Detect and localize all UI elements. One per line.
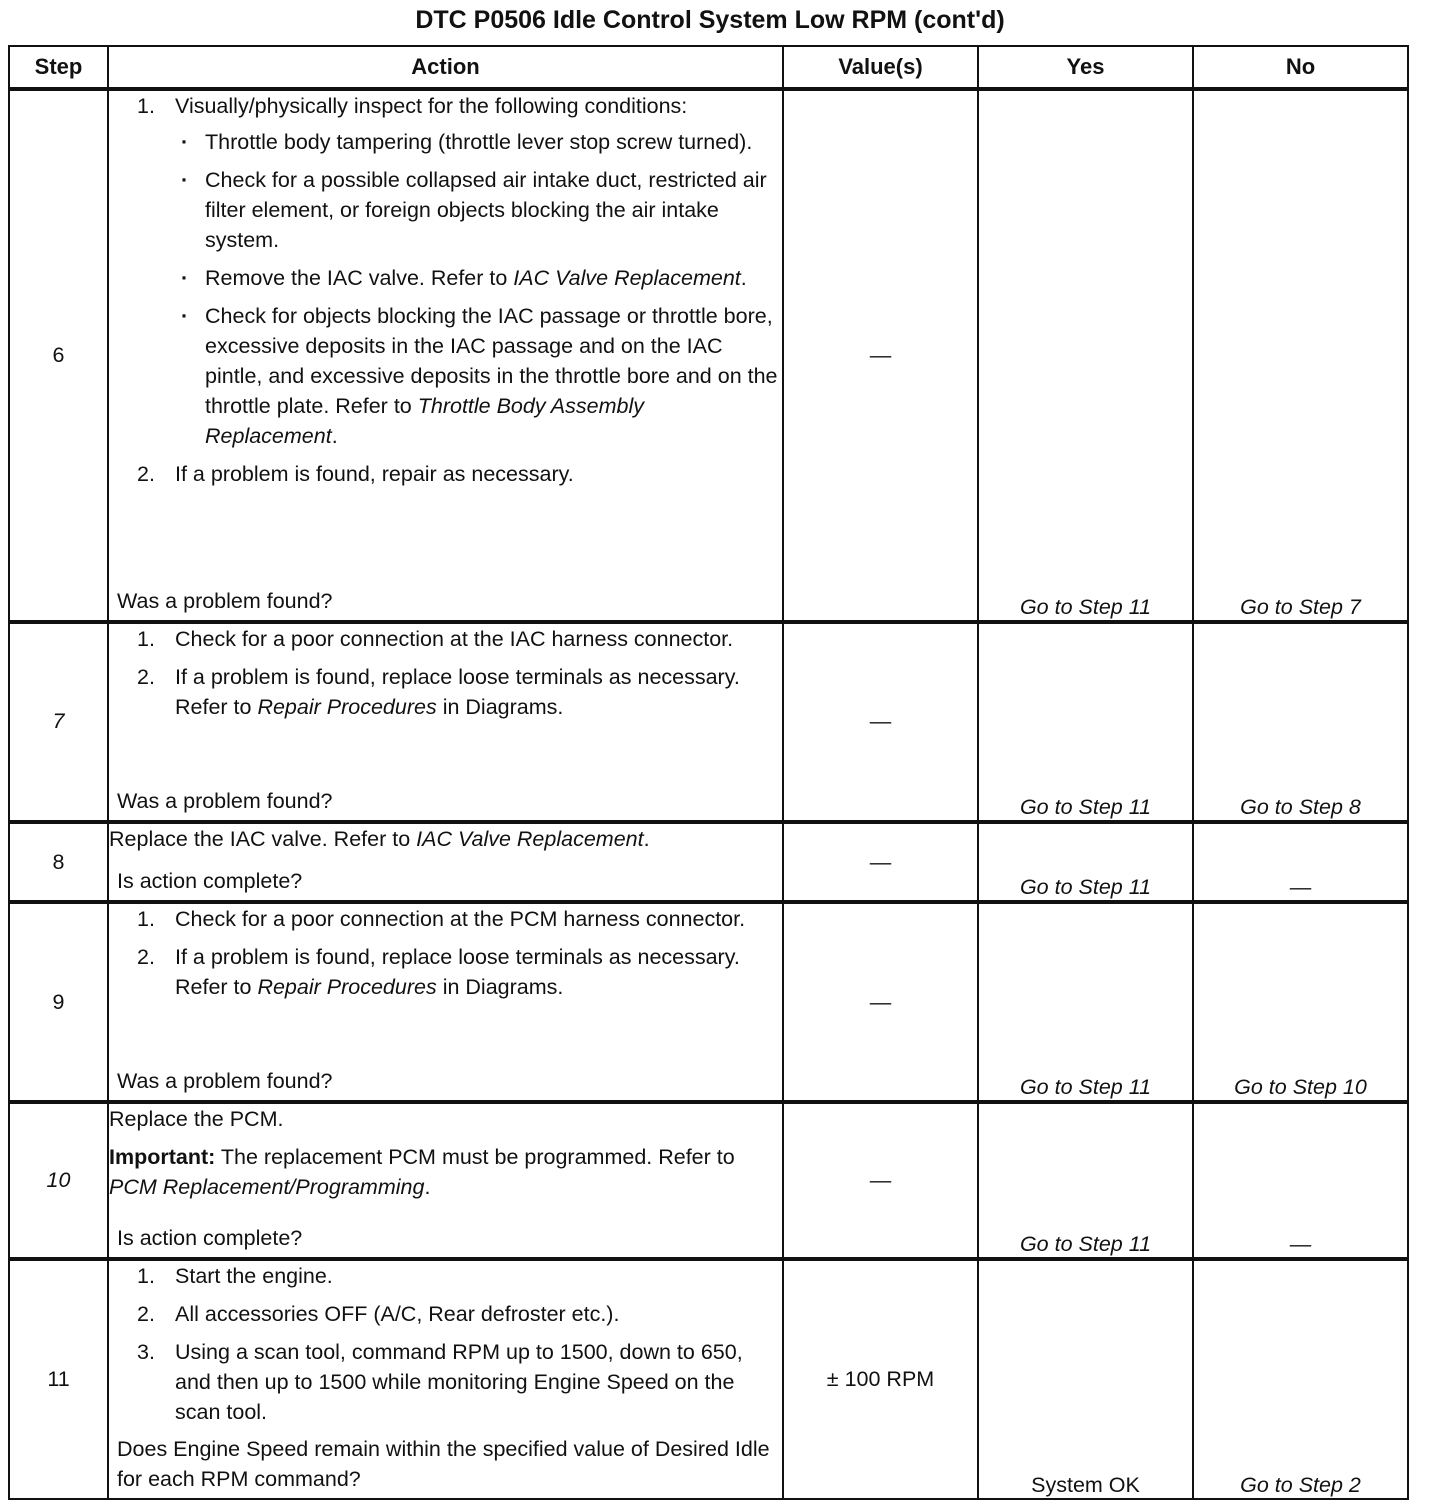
diagnostic-table [8,45,1409,1500]
reference-link: IAC Valve Replacement [416,827,644,852]
step-number: 9 [9,902,108,1102]
important-text: The replacement PCM must be programmed. Refer to [215,1145,735,1170]
header-action: Action [108,46,783,89]
numbered-list [109,904,782,1002]
list-item: 1. Check for a poor connection at the PCM harness connector. [137,907,746,932]
list-item-text: in Diagrams. [436,694,564,719]
question-text: Was a problem found? [117,1069,333,1094]
yes-cell: Go to Step 11 [978,622,1193,822]
no-cell: Go to Step 10 [1193,902,1408,1102]
numbered-list [109,624,782,722]
step-row-11 [9,1259,1408,1499]
action-text-part: Replace the IAC valve. Refer to [109,827,417,852]
important-label: Important: [109,1145,216,1170]
step-row-6 [9,89,1408,622]
yes-cell: Go to Step 11 [978,89,1193,622]
bullet-text: . [740,266,747,290]
value-cell: — [783,1102,978,1258]
action-cell [108,89,783,622]
list-item: 1. Visually/physically inspect for the following conditions: · Throttle body tampering (throttle lever stop screw turned). · Check for a possible collapsed air intake duct, restricted air filter element, or foreign objects blocking the air intake system. · Remove the IAC valve. Refer to IAC Valve Replacement. · Check for objects blocking the IAC passage or throttle bore, excessive deposits in the IAC passage and on the IAC pintle, and excessive deposits in the throttle bore and on the throttle plate. Refer to Throttle Body Assembly Replacement. [109,91,782,451]
reference-link: Throttle Body Assembly Replacement [205,394,644,448]
value-cell: — [783,622,978,822]
table-header-row [9,46,1408,89]
header-values: Value(s) [783,46,978,89]
no-cell: Go to Step 2 [1193,1259,1408,1499]
list-item: 1. Check for a poor connection at the IAC harness connector. [137,626,734,651]
bullet-item: · Throttle body tampering (throttle lever stop screw turned). [181,130,753,154]
list-item: 2. If a problem is found, replace loose terminals as necessary. Refer to Repair Procedures in Diagrams. [137,945,740,1000]
action-cell [108,1102,783,1258]
question-text: Does Engine Speed remain within the specified value of Desired Idle for each RPM command? [117,1437,770,1491]
bullet-item: · Check for a possible collapsed air intake duct, restricted air filter element, or foreign objects blocking the air intake system. [181,168,767,252]
question-text: Was a problem found? [117,588,333,613]
no-cell: — [1193,822,1408,902]
bullet-text: Check for a possible collapsed air intake duct, restricted air filter element, or foreign objects blocking the air intake system. [205,168,767,252]
action-text-part: . [643,827,650,852]
document-title: DTC P0506 Idle Control System Low RPM (cont'd) [415,6,1005,34]
list-item-text: If a problem is found, repair as necessary. [175,462,574,486]
value-cell: — [783,822,978,902]
list-item: 2. If a problem is found, replace loose terminals as necessary. Refer to Repair Procedures in Diagrams. [137,664,740,719]
list-item: 1. Start the engine. [137,1263,333,1288]
step-number: 10 [9,1102,108,1258]
step-row-7 [9,622,1408,822]
header-step: Step [9,46,108,89]
important-text: . [424,1175,431,1200]
list-item-text: If a problem is found, replace loose terminals as necessary. Refer to [175,945,740,1000]
reference-link: Repair Procedures [257,694,437,719]
value-cell: — [783,89,978,622]
action-cell [108,622,783,822]
step-number: 8 [9,822,108,902]
bullet-text: Throttle body tampering (throttle lever stop screw turned). [205,130,753,154]
question-text: Is action complete? [117,869,303,894]
reference-link: IAC Valve Replacement [513,266,741,290]
list-item-text: All accessories OFF (A/C, Rear defroster etc.). [175,1301,620,1326]
step-row-8 [9,822,1408,902]
yes-cell: Go to Step 11 [978,822,1193,902]
reference-link: Repair Procedures [257,975,437,1000]
step-number: 11 [9,1259,108,1499]
step-number: 7 [9,622,108,822]
bullet-item: · Check for objects blocking the IAC passage or throttle bore, excessive deposits in the IAC passage and on the IAC pintle, and excessive deposits in the throttle bore and on the throttle plate. Refer to Throttle Body Assembly Replacement. [181,304,778,448]
action-text: Replace the PCM. [109,1107,284,1132]
important-note [109,1142,782,1202]
step-row-10 [9,1102,1408,1258]
value-cell: ± 100 RPM [783,1259,978,1499]
bullet-text: . [331,424,338,448]
list-item-text: in Diagrams. [436,975,564,1000]
bullet-text: Remove the IAC valve. Refer to [205,266,514,290]
action-text [109,824,782,854]
header-no: No [1193,46,1408,89]
list-item-text: Visually/physically inspect for the following conditions: [175,94,688,118]
no-cell: — [1193,1102,1408,1258]
yes-cell: Go to Step 11 [978,1102,1193,1258]
action-cell [108,1259,783,1499]
no-cell: Go to Step 7 [1193,89,1408,622]
numbered-list [109,1261,782,1427]
list-item: 2. If a problem is found, repair as necessary. [137,462,574,486]
list-item: 3. Using a scan tool, command RPM up to 1500, down to 650, and then up to 1500 while monitoring Engine Speed on the scan tool. [137,1339,743,1424]
yes-cell: System OK [978,1259,1193,1499]
question-text: Is action complete? [117,1225,303,1250]
list-item: 2. All accessories OFF (A/C, Rear defroster etc.). [137,1301,620,1326]
bullet-item: · Remove the IAC valve. Refer to IAC Valve Replacement. [181,266,747,290]
no-cell: Go to Step 8 [1193,622,1408,822]
header-yes: Yes [978,46,1193,89]
list-item-text: Start the engine. [175,1263,333,1288]
value-cell: — [783,902,978,1102]
question-text: Was a problem found? [117,789,333,814]
numbered-list [109,91,782,489]
reference-link: PCM Replacement/Programming [109,1175,425,1200]
bullet-text: Check for objects blocking the IAC passage or throttle bore, excessive deposits in the IAC passage and on the IAC pintle, and excessive deposits in the throttle bore and on the throttle plate. Refer to [205,304,778,418]
action-cell [108,902,783,1102]
bullet-list [175,127,782,451]
list-item-text: Using a scan tool, command RPM up to 1500, down to 650, and then up to 1500 while monitoring Engine Speed on the scan tool. [175,1339,743,1424]
list-item-text: Check for a poor connection at the IAC harness connector. [175,626,734,651]
step-row-9 [9,902,1408,1102]
list-item-text: Check for a poor connection at the PCM harness connector. [175,907,746,932]
action-cell [108,822,783,902]
list-item-text: If a problem is found, replace loose terminals as necessary. Refer to [175,664,740,719]
yes-cell: Go to Step 11 [978,902,1193,1102]
step-number: 6 [9,89,108,622]
